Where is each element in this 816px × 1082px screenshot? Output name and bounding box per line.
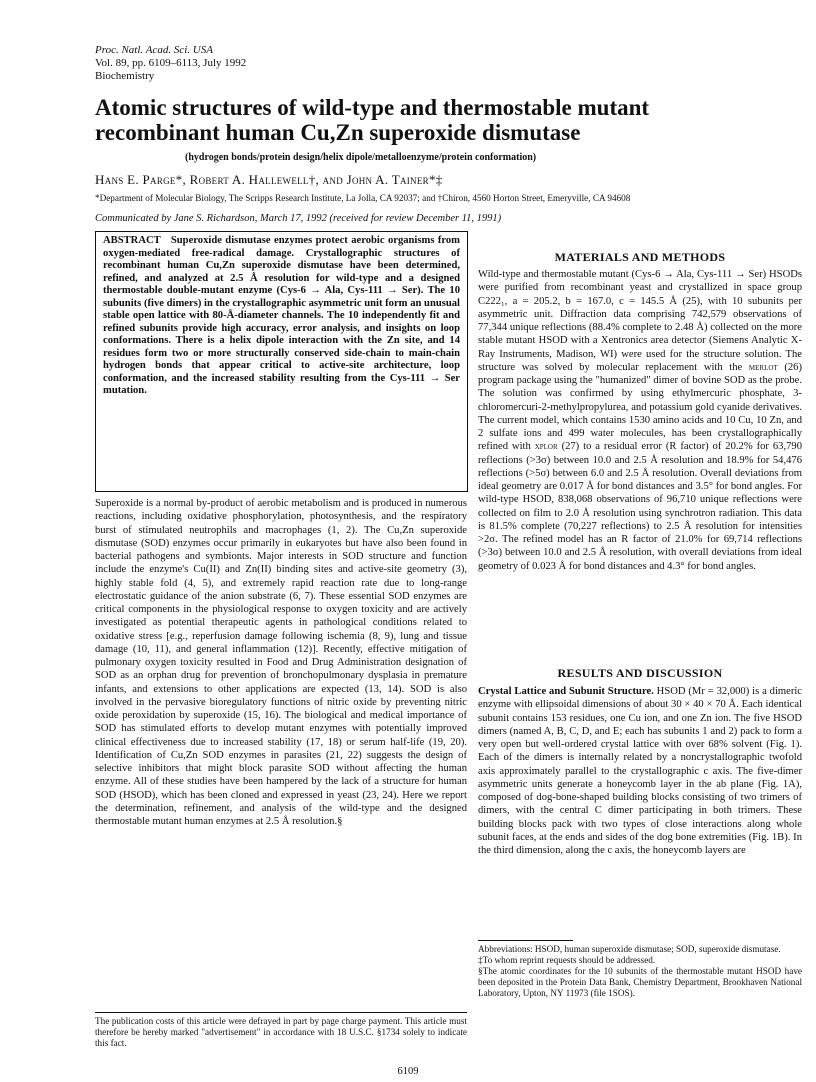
results-heading: RESULTS AND DISCUSSION <box>557 666 723 680</box>
journal-section: Biochemistry <box>95 70 155 82</box>
journal-volume: Vol. 89, pp. 6109–6113, July 1992 <box>95 57 247 69</box>
footnote-divider <box>478 940 573 941</box>
abstract-box-right <box>467 231 468 492</box>
abstract-box-left <box>95 231 96 492</box>
keywords: (hydrogen bonds/protein design/helix dipole/metalloenzyme/protein conformation) <box>185 152 537 163</box>
affiliations: *Department of Molecular Biology, The Scripps Research Institute, La Jolla, CA 92037; and †Chiron, 4560 Horton Street, Emeryville, CA 94608 <box>95 193 631 203</box>
results-runin-heading: Crystal Lattice and Subunit Structure. <box>478 686 654 697</box>
results-body: HSOD (Mr = 32,000) is a dimeric enzyme with ellipsoidal dimensions of about 30 × 40 × 70 Å. Each identical subunit contains 153 residues, one Cu ion, and one Zn ion. The five HSOD dimers (named A, B, C, D, and E; each has subunits 1 and 2) pack to form a very open but well-ordered crystal lattice with over 68% solvent (Fig. 1). Each of the dimers is internally related by a noncrystallographic twofold axis approximately parallel to the crystallographic c axis. The five-dimer asymmetric units generate a honeycomb layer in the ab plane (Fig. 1A), composed of dog-bone-shaped building blocks consisting of two trimers of dimers, with the central C dimer participating in both trimers. These building blocks pack with two types of close interactions along whole subunit faces, at the ends and sides of the dog bone extremities (Fig. 1B). In the third dimension, along the c axis, the honeycomb layers are <box>478 686 802 856</box>
abstract-box-top <box>95 231 467 232</box>
xplor-program: xplor <box>534 441 558 453</box>
publication-note: The publication costs of this article were defrayed in part by page charge payment. This article must therefore be hereby marked "advertisement" in accordance with 18 U.S.C. §1734 solely to indicate this fact. <box>95 1016 467 1048</box>
footnotes <box>478 944 802 999</box>
methods-text-c: (27) to a residual error (R factor) of 20.2% for 63,790 reflections (>3σ) between 10.0 and 2.5 Å resolution and 18.9% for 54,476 reflections (>5σ) between 6.0 and 2.5 Å resolution. Overall deviations from ideal geometry are 0.017 Å for bond distances and 3.5° for bond angles. For wild-type HSOD, 838,068 observations of 96,710 unique reflections were collected on film to 2.0 Å resolution using synchrotron radiation. This data is 81.5% complete (70,227 reflections) to 2.5 Å resolution for intensities >2σ. The refined model has an R factor of 21.0% for 69,714 reflections (>3σ) between 10.0 and 2.5 Å resolution, with overall deviations from ideal geometry of 0.023 Å for bond distances and 4.3° for bond angles. <box>478 441 802 572</box>
authors: Hans E. Parge*, Robert A. Hallewell†, and John A. Tainer*‡ <box>95 172 443 187</box>
abstract-label: ABSTRACT <box>103 235 161 246</box>
footnote-reprint: ‡To whom reprint requests should be addressed. <box>478 955 656 965</box>
abstract-text: Superoxide dismutase enzymes protect aerobic organisms from oxygen-mediated free-radical damage. Crystallographic structures of recombinant human Cu,Zn superoxide dismutase have been determined, refined, and analyzed at 2.5 Å resolution for wild-type and a designed thermostable double-mutant enzyme (Cys-6 → Ala, Cys-111 → Ser). The 10 subunits (five dimers) in the crystallographic asymmetric unit form an unusual stable open lattice with 80-Å-diameter channels. The 10 independently fit and refined subunits provide high accuracy, error analysis, and insights on loop conformations. There is a helix dipole interaction with the Zn site, and 14 residues form two or more structurally conserved side-chain to main-chain hydrogen bonds that appear critical to active-site architecture, loop conformation, and the increased stability resulting from the Cys-111 → Ser mutation. <box>103 235 460 396</box>
abstract-box-bottom <box>95 491 467 492</box>
journal-header <box>95 44 246 83</box>
page-number: 6109 <box>397 1066 419 1077</box>
results-text <box>478 685 802 857</box>
abstract <box>103 235 460 398</box>
methods-text <box>478 268 802 573</box>
publication-note-divider <box>95 1012 467 1013</box>
paper-title: Atomic structures of wild-type and thermostable mutant recombinant human Cu,Zn superoxide dismutase <box>95 95 650 145</box>
footnote-coordinates: §The atomic coordinates for the 10 subunits of the thermostable mutant HSOD have been deposited in the Protein Data Bank, Chemistry Department, Brookhaven National Laboratory, Upton, NY 11973 (file 1SOS). <box>478 966 802 998</box>
methods-text-a: Wild-type and thermostable mutant (Cys-6 → Ala, Cys-111 → Ser) HSODs were purified from recombinant yeast and crystallized in space group C222₁, a = 205.2, b = 167.0, c = 145.5 Å (25), with 10 subunits per asymmetric unit. Diffraction data comprising 742,579 observations of 77,344 unique reflections (88.4% complete to 2.48 Å) collected on the more stable mutant HSOD with a Xentronics area detector (Siemens Analytic X-Ray Instruments, Madison, WI) were used for the structure solution. The structure was solved by molecular replacement with the <box>478 269 802 373</box>
introduction-text: Superoxide is a normal by-product of aerobic metabolism and is produced in numerous reactions, including oxidative phosphorylation, photosynthesis, and the respiratory burst of stimulated neutrophils and macrophages (1, 2). The Cu,Zn superoxide dismutase (SOD) enzymes occur primarily in eukaryotes but have also been found in bacterial pathogens and symbionts. Major interests in SOD structure and function include the enzyme's Cu(II) and Zn(II) binding sites and active-site geometry (3), highly stable fold (4, 5), and extremely rapid reaction rate due to long-range electrostatic guidance of the anion substrate (6, 7). These essential SOD enzymes are critical components in the physiological response to oxygen toxicity and are actively investigated as potential therapeutic agents in pathological conditions related to oxidative stress [e.g., reperfusion damage following ischemia (8, 9), lung and tissue damage (10, 11), and general inflammation (12)]. Recently, effective mitigation of pulmonary oxygen toxicity resulted in Food and Drug Administration designation of SOD as an orphan drug for prevention of bronchopulmonary dysplasia in premature infants, and extensions to other applications are expected (13, 14). SOD is also involved in the pervasive bioregulatory functions of nitric oxide by preventing nitric oxide peroxidation by superoxide (15, 16). The biological and medical importance of SOD has stimulated efforts to develop mutant enzymes with potentially improved clinical effectiveness due to increased stability (17, 18) or serum half-life (19, 20). Identification of Cu,Zn SOD enzymes in parasites (21, 22) suggests the design of selective inhibitors that might block parasite SOD without affecting the human enzyme. All of these studies have been hampered by the lack of a structure for human SOD (HSOD), which has been cloned and expressed in yeast (23, 24). Here we report the determination, refinement, and analysis of the wild-type and the designed thermostable mutant human enzymes at 2.5 Å resolution.§ <box>95 498 467 827</box>
journal-name: Proc. Natl. Acad. Sci. USA <box>95 44 213 56</box>
communicated-by: Communicated by Jane S. Richardson, March 17, 1992 (received for review December 11, 1991) <box>95 213 502 224</box>
methods-text-b: (26) program package using the "humanized" dimer of bovine SOD as the probe. The solution was confirmed by using ethylmercuric phosphate, 3-chloromercuri-2-methylpropylurea, and potassium gold cyanide derivatives. The current model, which contains 1530 amino acids and 10 Cu, 10 Zn, and 2 sulfate ions and 499 water molecules, has been crystallographically refined with <box>478 361 802 453</box>
methods-heading: MATERIALS AND METHODS <box>554 250 726 264</box>
merlot-program: merlot <box>748 361 778 373</box>
footnote-abbreviations: Abbreviations: HSOD, human superoxide dismutase; SOD, superoxide dismutase. <box>478 944 781 954</box>
